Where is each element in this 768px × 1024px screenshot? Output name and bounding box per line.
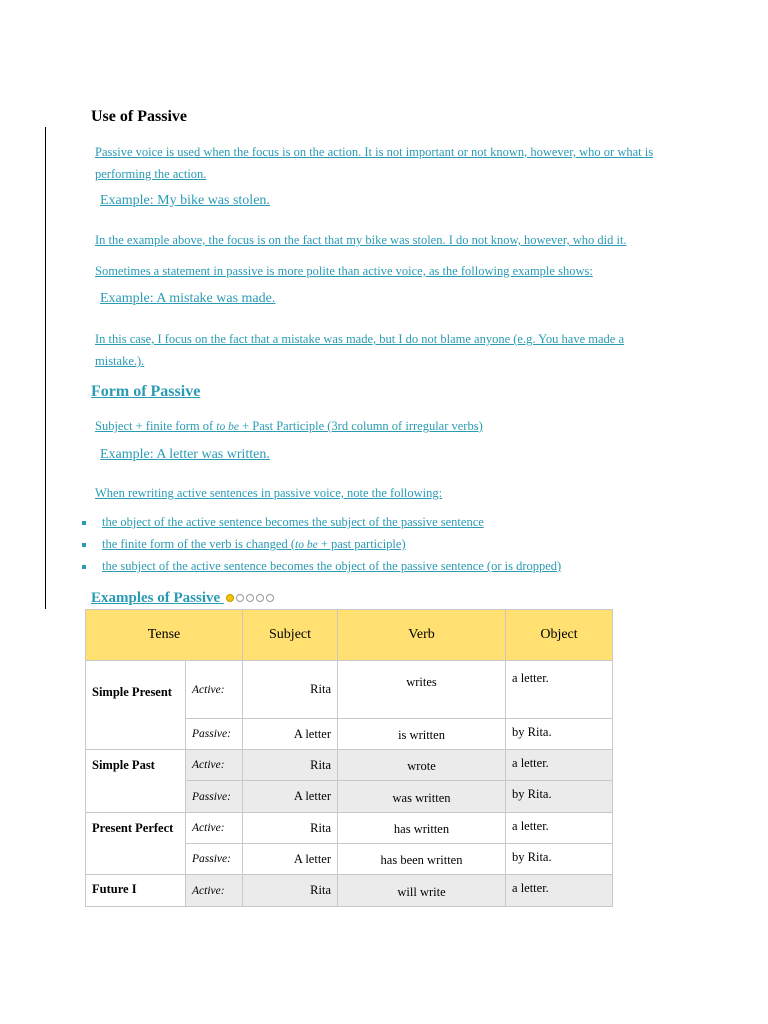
bullet-text-2[interactable]	[102, 537, 406, 551]
col-header-subject: Subject	[243, 610, 338, 661]
example-bike[interactable]: Example: My bike was stolen.	[100, 193, 270, 208]
tense-cell: Future I	[86, 875, 186, 907]
object-cell: a letter.	[506, 750, 613, 781]
examples-heading[interactable]	[91, 590, 276, 607]
form-note[interactable]: When rewriting active sentences in passive voice, note the following:	[95, 486, 443, 500]
col-header-tense: Tense	[86, 610, 243, 661]
verb-cell: will write	[338, 875, 506, 907]
subject-cell: A letter	[243, 781, 338, 813]
voice-cell: Active:	[186, 750, 243, 781]
verb-cell: is written	[338, 719, 506, 750]
col-header-object: Object	[506, 610, 613, 661]
bullet-text-1[interactable]: the object of the active sentence becomes the subject of the passive sentence	[102, 515, 484, 529]
form-rule-text: Subject + finite form of	[95, 419, 217, 433]
verb-cell: has been written	[338, 844, 506, 875]
bullet-text-2-end: + past participle)	[317, 537, 406, 551]
intro-paragraph-2[interactable]: In the example above, the focus is on the fact that my bike was stolen. I do not know, however, who did it.	[95, 233, 627, 247]
object-cell: by Rita.	[506, 719, 613, 750]
table-row	[86, 750, 613, 781]
rating-dot-icon[interactable]	[226, 594, 234, 602]
bullet-item-3	[82, 558, 561, 574]
subject-cell: A letter	[243, 844, 338, 875]
rating-dot-icon[interactable]	[246, 594, 254, 602]
verb-cell: has written	[338, 813, 506, 844]
bullet-text-2-italic: to be	[295, 539, 318, 551]
col-header-verb: Verb	[338, 610, 506, 661]
form-rule[interactable]	[95, 415, 675, 438]
rating-dot-icon[interactable]	[236, 594, 244, 602]
subject-cell: Rita	[243, 750, 338, 781]
bullet-icon	[82, 521, 86, 525]
voice-cell: Active:	[186, 875, 243, 907]
table-header-row	[86, 610, 613, 661]
table-row	[86, 813, 613, 844]
voice-cell: Passive:	[186, 781, 243, 813]
passive-examples-table	[85, 609, 613, 907]
margin-bar	[45, 127, 46, 609]
bullet-icon	[82, 565, 86, 569]
bullet-item-2	[82, 536, 406, 553]
form-rule-italic: to be	[216, 421, 239, 433]
tense-cell: Simple Past	[86, 750, 186, 813]
rating-dot-icon[interactable]	[256, 594, 264, 602]
rating-stars[interactable]	[226, 590, 276, 607]
form-rule-text-end: + Past Participle (3rd column of irregular verbs)	[238, 419, 483, 433]
examples-heading-text: Examples of Passive	[91, 590, 221, 606]
intro-paragraph-4[interactable]: In this case, I focus on the fact that a mistake was made, but I do not blame anyone (e.g. You have made a mistake.).	[95, 332, 625, 368]
voice-cell: Passive:	[186, 719, 243, 750]
verb-cell: was written	[338, 781, 506, 813]
bullet-text-2-start: the finite form of the verb is changed (	[102, 537, 295, 551]
intro-paragraph-3[interactable]: Sometimes a statement in passive is more polite than active voice, as the following example shows:	[95, 264, 593, 278]
form-heading[interactable]: Form of Passive	[91, 383, 201, 400]
bullet-item-1	[82, 514, 484, 530]
voice-cell: Active:	[186, 813, 243, 844]
voice-cell: Active:	[186, 661, 243, 719]
object-cell: by Rita.	[506, 781, 613, 813]
tense-cell: Present Perfect	[86, 813, 186, 875]
table-row	[86, 875, 613, 907]
subject-cell: A letter	[243, 719, 338, 750]
object-cell: by Rita.	[506, 844, 613, 875]
object-cell: a letter.	[506, 875, 613, 907]
tense-cell: Simple Present	[86, 661, 186, 750]
object-cell: a letter.	[506, 661, 613, 719]
voice-cell: Passive:	[186, 844, 243, 875]
table-row	[86, 661, 613, 719]
subject-cell: Rita	[243, 661, 338, 719]
example-mistake[interactable]: Example: A mistake was made.	[100, 291, 276, 306]
rating-dot-icon[interactable]	[266, 594, 274, 602]
bullet-text-3[interactable]: the subject of the active sentence becomes the object of the passive sentence (or is dropped)	[102, 559, 562, 573]
subject-cell: Rita	[243, 875, 338, 907]
example-letter[interactable]: Example: A letter was written.	[100, 447, 270, 462]
bullet-icon	[82, 543, 86, 547]
intro-paragraph-1[interactable]: Passive voice is used when the focus is on the action. It is not important or not known, however, who or what is performing the action.	[95, 145, 654, 181]
page-title: Use of Passive	[91, 108, 187, 125]
object-cell: a letter.	[506, 813, 613, 844]
verb-cell: wrote	[338, 750, 506, 781]
subject-cell: Rita	[243, 813, 338, 844]
verb-cell: writes	[338, 661, 506, 719]
